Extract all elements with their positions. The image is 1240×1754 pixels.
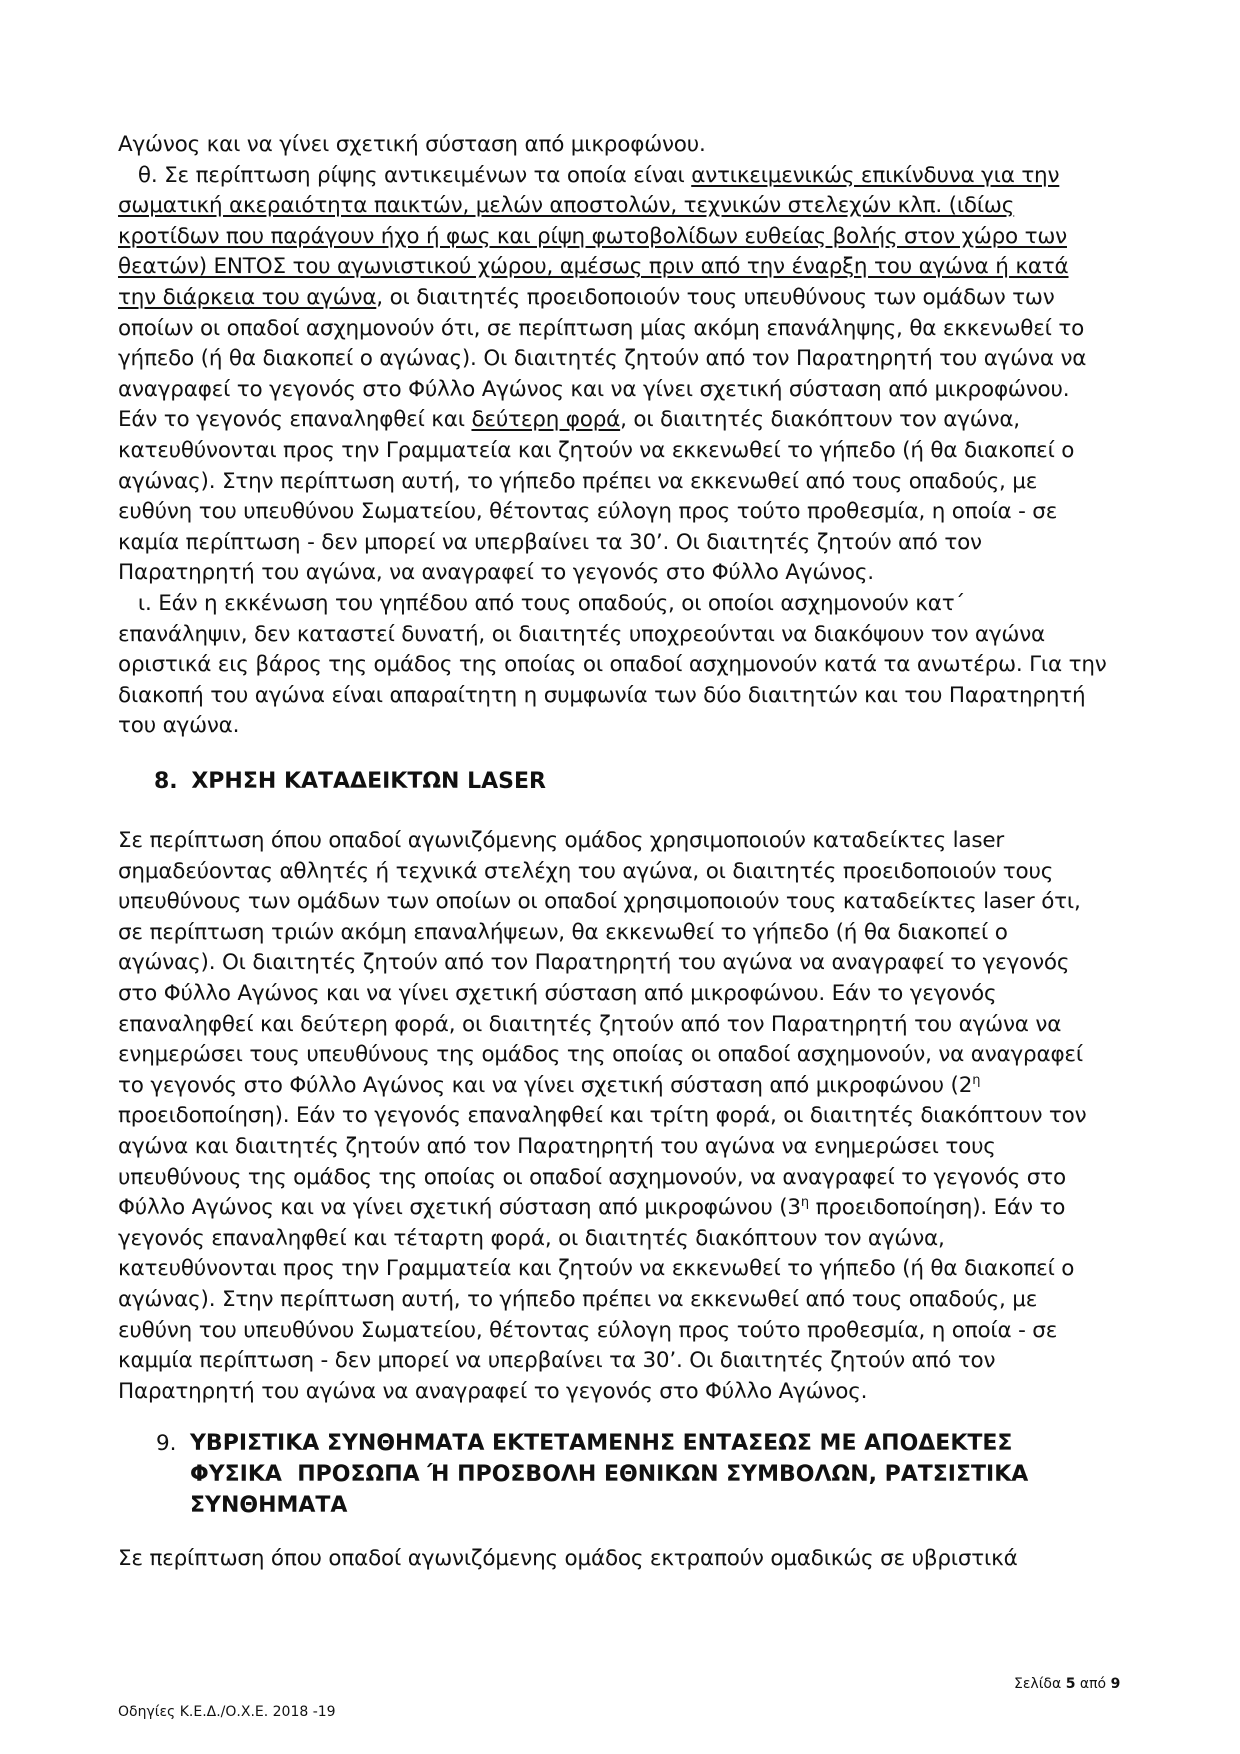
title-line: ΥΒΡΙΣΤΙΚΑ ΣΥΝΘΗΜΑΤΑ ΕΚΤΕΤΑΜΕΝΗΣ ΕΝΤΑΣΕΩΣ ΜΕ ΑΠΟΔΕΚΤΕΣ: [190, 1431, 1013, 1456]
title-line: ΣΥΝΘΗΜΑΤΑ: [190, 1493, 348, 1518]
paragraph-theta: [118, 161, 1128, 589]
text-line: [118, 1071, 1128, 1102]
text-line: [118, 161, 1128, 192]
text-segment: Φύλλο Αγώνος και να γίνει σχετική σύσταση από μικροφώνου (3: [118, 1195, 801, 1221]
underlined-text: αντικειμενικώς επικίνδυνα για την: [691, 162, 1060, 188]
text-line: γεγονός επαναληφθεί και τέταρτη φορά, οι διαιτητές διακόπτουν τον αγώνα,: [118, 1225, 945, 1251]
underlined-text: κροτίδων που παράγουν ήχο ή φως και ρίψη φωτοβολίδων ευθείας βολής στον χώρο των: [118, 223, 1067, 249]
text-line: οριστικά εις βάρος της ομάδος της οποίας οι οπαδοί ασχημονούν κατά τα ανωτέρω. Για την: [118, 652, 1107, 678]
text-line: υπευθύνους των ομάδων των οποίων οι οπαδοί χρησιμοποιούν τους καταδείκτες laser ότι,: [118, 889, 1081, 915]
title-line: ΦΥΣΙΚΑ ΠΡΟΣΩΠΑ Ή ΠΡΟΣΒΟΛΗ ΕΘΝΙΚΩΝ ΣΥΜΒΟΛΩΝ, ΡΑΤΣΙΣΤΙΚΑ: [190, 1462, 1029, 1487]
superscript: η: [972, 1072, 981, 1088]
section-number: 8.: [154, 769, 178, 794]
text-line: οποίων οι οπαδοί ασχημονούν ότι, σε περίπτωση μίας ακόμη επανάληψης, θα εκκενωθεί το: [118, 315, 1085, 341]
text-line: επαναληφθεί και δεύτερη φορά, οι διαιτητές ζητούν από τον Παρατηρητή του αγώνα να: [118, 1011, 1062, 1037]
text-line: Σε περίπτωση όπου οπαδοί αγωνιζόμενης ομάδος εκτραπούν ομαδικώς σε υβριστικά: [118, 1546, 1018, 1571]
text-line: [118, 405, 1128, 436]
text-line: ενημερώσει τους υπευθύνους της ομάδος της οποίας οι οπαδοί ασχημονούν, να αναγραφεί: [118, 1042, 1083, 1068]
text-line: ευθύνη του υπευθύνου Σωματείου, θέτοντας εύλογη προς τούτο προθεσμία, η οποία - σε: [118, 499, 1058, 525]
text-line: κατευθύνονται προς την Γραμματεία και ζητούν να εκκενωθεί το γήπεδο (ή θα διακοπεί ο: [118, 437, 1075, 463]
text-line: προειδοποίηση). Εάν το γεγονός επαναληφθεί και τρίτη φορά, οι διαιτητές διακόπτουν τον: [118, 1103, 1087, 1129]
text-segment: , οι διαιτητές προειδοποιούν τους υπευθύνους των ομάδων των: [376, 284, 1055, 310]
of-word: από: [1079, 1676, 1107, 1692]
text-segment: Εάν το γεγονός επαναληφθεί και: [118, 407, 472, 433]
paragraph-iota: [118, 589, 1128, 742]
paragraph-continuation: [118, 130, 1128, 161]
section-8-body: [118, 826, 1128, 1407]
section-9-body: [118, 1544, 1128, 1575]
text-line: αγώνας). Στην περίπτωση αυτή, το γήπεδο πρέπει να εκκενωθεί από τους οπαδούς, με: [118, 468, 1038, 494]
text-line: στο Φύλλο Αγώνος και να γίνει σχετική σύσταση από μικροφώνου. Εάν το γεγονός: [118, 980, 997, 1006]
page-word: Σελίδα: [1014, 1676, 1062, 1692]
underlined-text: την διάρκεια του αγώνα: [118, 284, 377, 310]
text-line: του αγώνα.: [118, 713, 240, 739]
underlined-text: δεύτερη φορά: [471, 407, 621, 433]
text-line: κατευθύνονται προς την Γραμματεία και ζητούν να εκκενωθεί το γήπεδο (ή θα διακοπεί ο: [118, 1256, 1075, 1282]
section-8-heading: [154, 766, 546, 797]
text-line: [118, 283, 1128, 314]
document-footer: Οδηγίες Κ.Ε.Δ./Ο.Χ.Ε. 2018 -19: [118, 1704, 336, 1720]
text-line: Σε περίπτωση όπου οπαδοί αγωνιζόμενης ομάδος χρησιμοποιούν καταδείκτες laser: [118, 828, 1005, 853]
text-line: διακοπή του αγώνα είναι απαραίτητη η συμφωνία των δύο διαιτητών και του Παρατηρητή: [118, 682, 1086, 708]
text-line: σε περίπτωση τριών ακόμη επαναλήψεων, θα εκκενωθεί το γήπεδο (ή θα διακοπεί ο: [118, 919, 1008, 945]
page-number: [1014, 1676, 1120, 1692]
text-line: αγώνας). Στην περίπτωση αυτή, το γήπεδο πρέπει να εκκενωθεί από τους οπαδούς, με: [118, 1286, 1038, 1312]
text-segment: , οι διαιτητές διακόπτουν τον αγώνα,: [620, 407, 1020, 433]
text-segment: προειδοποίηση). Εάν το: [808, 1195, 1066, 1221]
text-line: Αγώνος και να γίνει σχετική σύσταση από μικροφώνου.: [118, 132, 706, 157]
total-pages: 9: [1110, 1676, 1121, 1692]
text-line: γήπεδο (ή θα διακοπεί ο αγώνας). Οι διαιτητές ζητούν από τον Παρατηρητή του αγώνα να: [118, 346, 1087, 372]
text-line: υπευθύνους της ομάδος της οποίας οι οπαδοί ασχημονούν, να αναγραφεί το γεγονός στο: [118, 1164, 1066, 1190]
text-line: καμία περίπτωση - δεν μπορεί να υπερβαίνει τα 30’. Οι διαιτητές ζητούν από τον: [118, 529, 982, 555]
text-line: επανάληψιν, δεν καταστεί δυνατή, οι διαιτητές υποχρεούνται να διακόψουν τον αγώνα: [118, 621, 1045, 647]
text-line: αγώνας). Οι διαιτητές ζητούν από τον Παρατηρητή του αγώνα να αναγραφεί το γεγονός: [118, 950, 1070, 976]
underlined-text: θεατών) ΕΝΤΟΣ του αγωνιστικού χώρου, αμέσως πριν από την έναρξη του αγώνα ή κατά: [118, 254, 1069, 280]
text-line: Παρατηρητή του αγώνα να αναγραφεί το γεγονός στο Φύλλο Αγώνος.: [118, 1378, 868, 1404]
current-page: 5: [1065, 1676, 1076, 1692]
text-line: [118, 1193, 1128, 1224]
section-title: ΧΡΗΣΗ ΚΑΤΑΔΕΙΚΤΩΝ LASER: [191, 769, 546, 794]
text-line: καμμία περίπτωση - δεν μπορεί να υπερβαίνει τα 30’. Οι διαιτητές ζητούν από τον: [118, 1348, 996, 1374]
section-number: 9.: [156, 1431, 177, 1456]
text-line: ι. Εάν η εκκένωση του γηπέδου από τους οπαδούς, οι οποίοι ασχημονούν κατ΄: [118, 591, 965, 616]
text-line: αναγραφεί το γεγονός στο Φύλλο Αγώνος και να γίνει σχετική σύσταση από μικροφώνου.: [118, 376, 1070, 402]
underlined-text: σωματική ακεραιότητα παικτών, μελών αποστολών, τεχνικών στελεχών κλπ. (ιδίως: [118, 193, 1015, 219]
text-segment: θ. Σε περίπτωση ρίψης αντικειμένων τα οποία είναι: [118, 162, 692, 188]
text-line: ευθύνη του υπευθύνου Σωματείου, θέτοντας εύλογη προς τούτο προθεσμία, η οποία - σε: [118, 1317, 1058, 1343]
text-line: σημαδεύοντας αθλητές ή τεχνικά στελέχη του αγώνα, οι διαιτητές προειδοποιούν τους: [118, 858, 1054, 884]
superscript: η: [800, 1194, 809, 1210]
text-line: Παρατηρητή του αγώνα, να αναγραφεί το γεγονός στο Φύλλο Αγώνος.: [118, 560, 874, 586]
text-segment: το γεγονός στο Φύλλο Αγώνος και να γίνει σχετική σύσταση από μικροφώνου (2: [118, 1072, 973, 1098]
text-line: αγώνα και διαιτητές ζητούν από τον Παρατηρητή του αγώνα να ενημερώσει τους: [118, 1133, 996, 1159]
section-title: [190, 1428, 1028, 1521]
